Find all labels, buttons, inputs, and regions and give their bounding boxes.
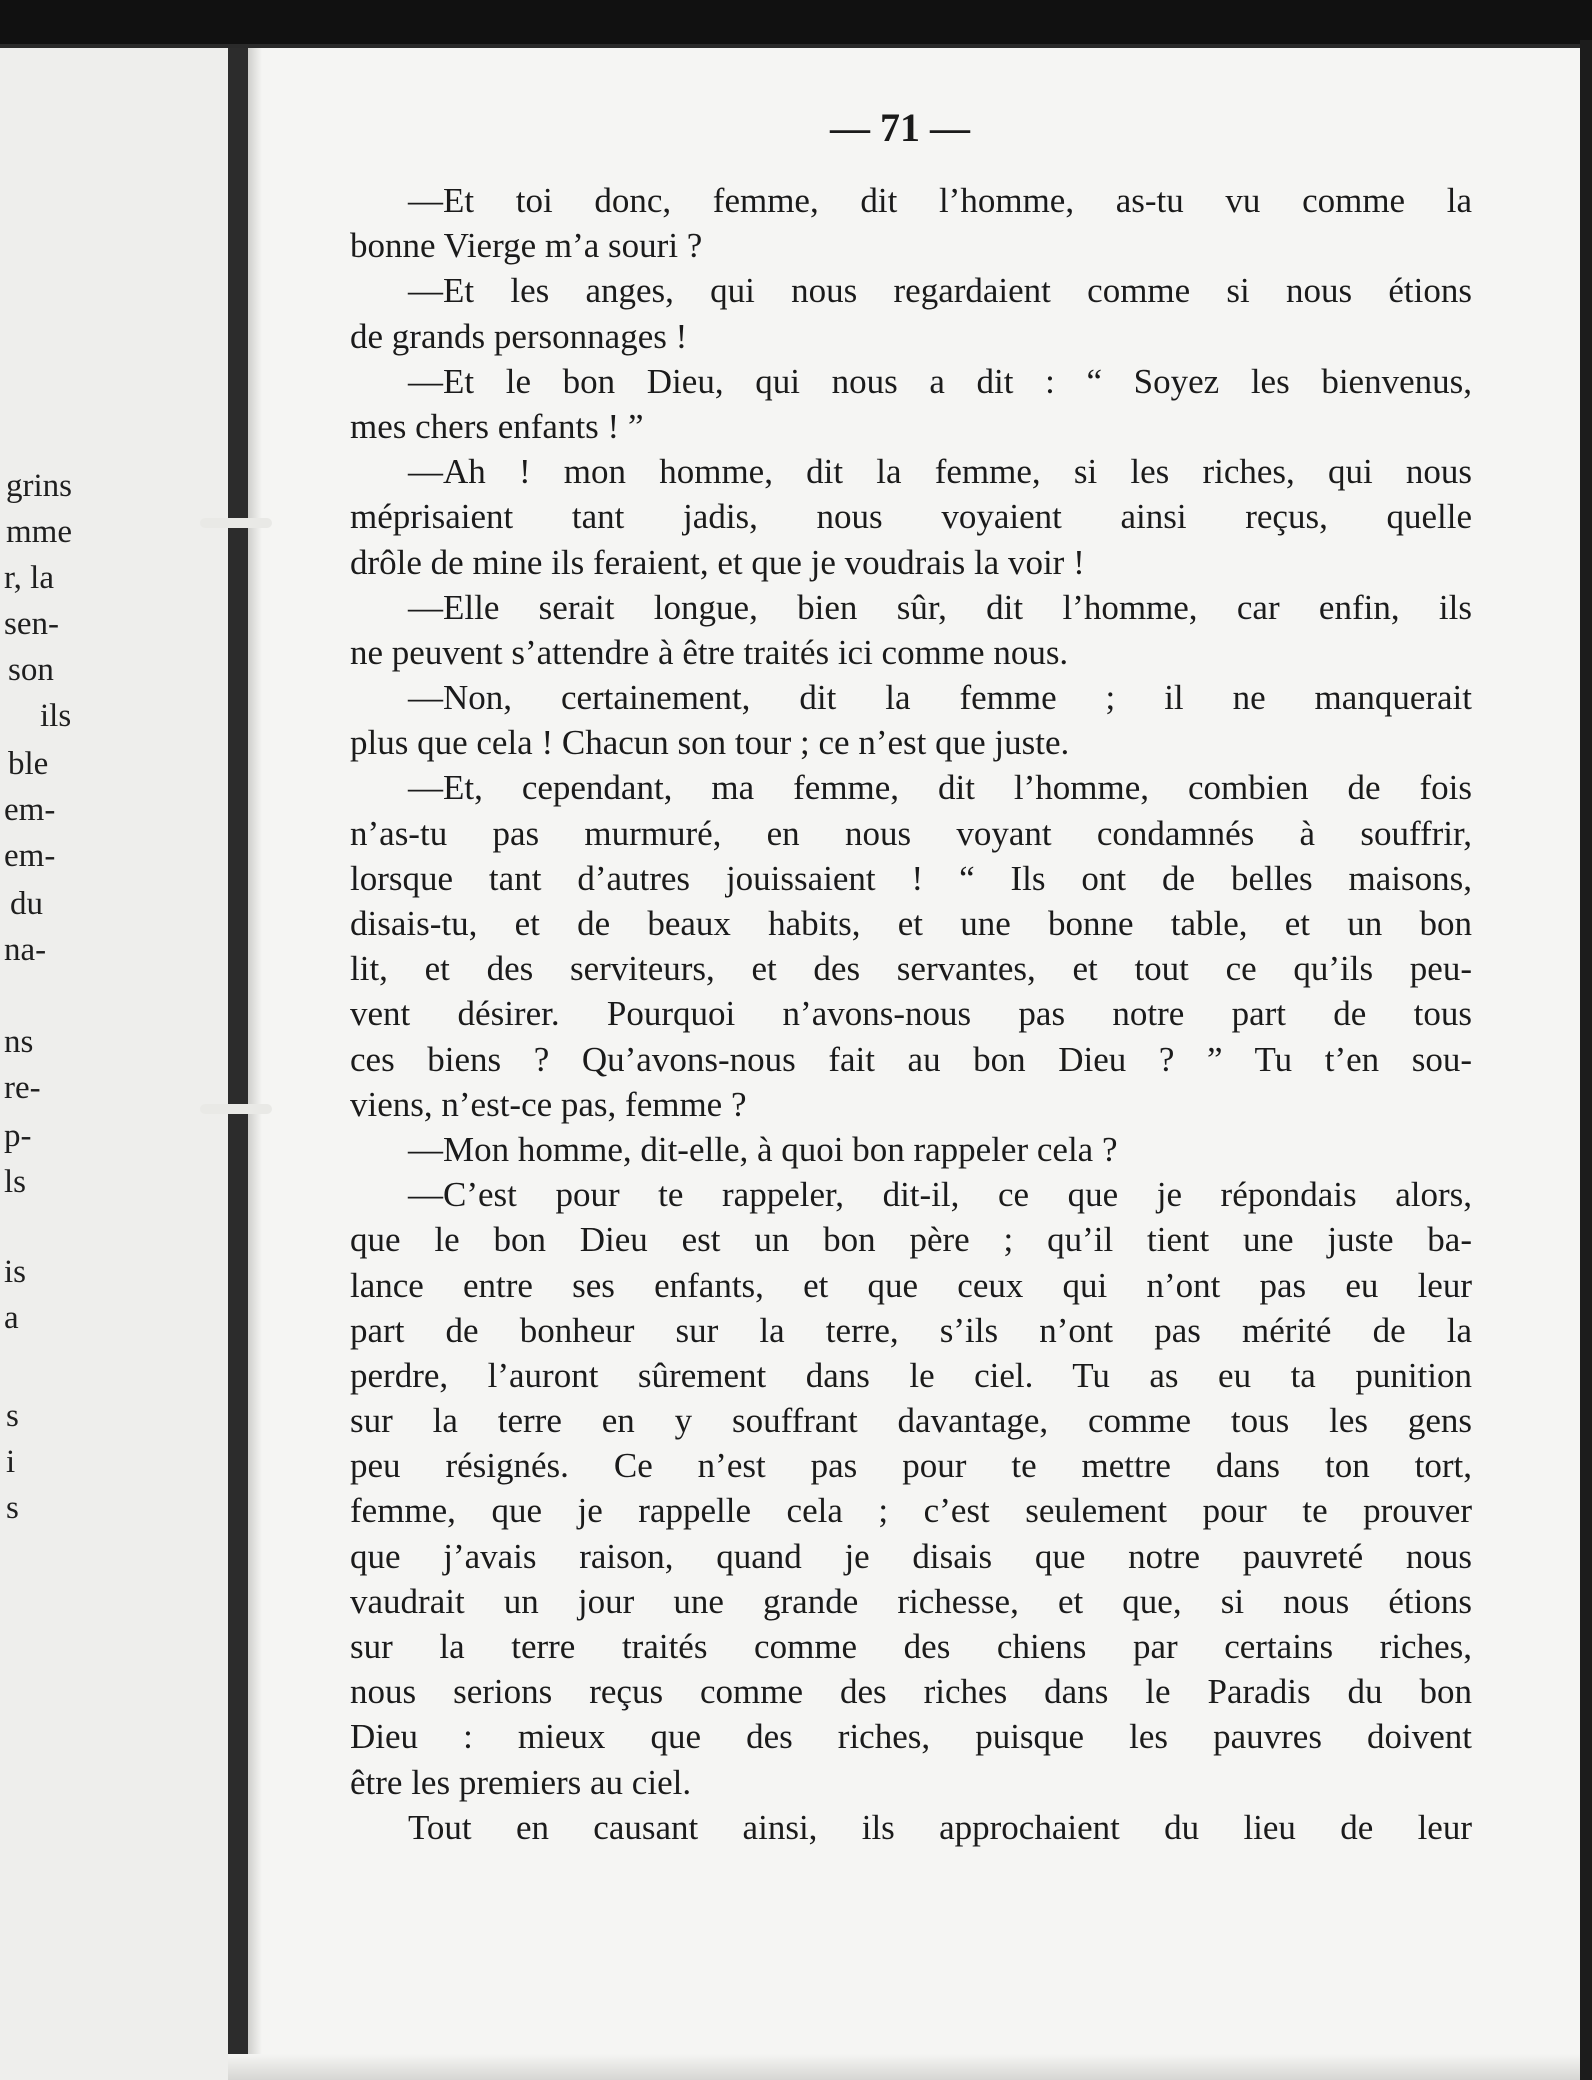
- facing-page-fragment: ls: [4, 1164, 27, 1200]
- text-line: femme, que je rappelle cela ; c’est seulement pour te prouver: [350, 1491, 1472, 1531]
- page-number: — 71 —: [830, 105, 970, 150]
- text-line: —Elle serait longue, bien sûr, dit l’homme, car enfin, ils: [408, 587, 1472, 627]
- book-spread: [0, 44, 1580, 2080]
- text-line: —Ah ! mon homme, dit la femme, si les riches, qui nous: [408, 452, 1472, 492]
- page-bottom-shadow: [228, 2054, 1580, 2080]
- text-line: être les premiers au ciel.: [350, 1762, 692, 1802]
- facing-page-fragment: mme: [6, 514, 72, 550]
- text-line: sur la terre traités comme des chiens par certains riches,: [350, 1627, 1472, 1666]
- facing-page-fragment: du: [10, 886, 43, 922]
- scan-top-border: [0, 0, 1592, 48]
- facing-page-fragment: s: [6, 1398, 19, 1434]
- facing-page-fragment: sen-: [4, 606, 59, 642]
- text-line: —Non, certainement, dit la femme ; il ne manquerait: [408, 678, 1472, 718]
- text-line: que le bon Dieu est un bon père ; qu’il tient une juste ba-: [350, 1220, 1472, 1260]
- text-line: disais-tu, et de beaux habits, et une bonne table, et un bon: [350, 904, 1472, 943]
- text-line: de grands personnages !: [350, 316, 688, 356]
- text-line: lorsque tant d’autres jouissaient ! “ Ils ont de belles maisons,: [350, 858, 1472, 898]
- body-text: [350, 178, 1472, 1850]
- text-line: Tout en causant ainsi, ils approchaient du lieu de leur: [408, 1807, 1472, 1847]
- text-line: viens, n’est-ce pas, femme ?: [350, 1084, 747, 1124]
- binding-stitch: [200, 518, 272, 528]
- text-line: n’as-tu pas murmuré, en nous voyant condamnés à souffrir,: [350, 813, 1472, 853]
- text-line: vaudrait un jour une grande richesse, et que, si nous étions: [350, 1581, 1472, 1621]
- text-line: —Mon homme, dit-elle, à quoi bon rappeler cela ?: [408, 1129, 1118, 1169]
- text-line: —C’est pour te rappeler, dit-il, ce que je répondais alors,: [408, 1175, 1472, 1215]
- facing-page-fragment: p-: [4, 1118, 32, 1154]
- text-line: bonne Vierge m’a souri ?: [350, 226, 703, 266]
- facing-page-fragment: re-: [4, 1070, 41, 1106]
- text-line: Dieu : mieux que des riches, puisque les pauvres doivent: [350, 1717, 1472, 1757]
- facing-page-fragment: em-: [4, 792, 56, 828]
- facing-page-fragment: ble: [8, 746, 49, 782]
- facing-page-fragment: ils: [40, 698, 72, 734]
- text-line: lit, et des serviteurs, et des servantes, et tout ce qu’ils peu-: [350, 949, 1472, 989]
- binding-gutter: [228, 48, 248, 2080]
- facing-page-fragment: na-: [4, 932, 47, 968]
- text-line: lance entre ses enfants, et que ceux qui n’ont pas eu leur: [350, 1265, 1472, 1305]
- facing-page-fragment: ns: [4, 1024, 34, 1060]
- scan-right-border: [1580, 40, 1592, 2080]
- text-line: méprisaient tant jadis, nous voyaient ainsi reçus, quelle: [350, 497, 1472, 537]
- facing-page-edge: [0, 48, 228, 2080]
- text-line: —Et les anges, qui nous regardaient comme si nous étions: [408, 271, 1472, 311]
- text-line: nous serions reçus comme des riches dans le Paradis du bon: [350, 1672, 1472, 1712]
- facing-page-fragment: son: [8, 652, 54, 688]
- text-line: —Et toi donc, femme, dit l’homme, as-tu vu comme la: [408, 181, 1472, 220]
- gutter-shadow: [248, 48, 262, 2080]
- text-line: ne peuvent s’attendre à être traités ici comme nous.: [350, 632, 1069, 672]
- text-line: peu résignés. Ce n’est pas pour te mettre dans ton tort,: [350, 1446, 1472, 1486]
- text-line: perdre, l’auront sûrement dans le ciel. Tu as eu ta punition: [350, 1355, 1472, 1395]
- facing-page-fragment: grins: [6, 468, 72, 504]
- text-line: que j’avais raison, quand je disais que notre pauvreté nous: [350, 1536, 1472, 1576]
- facing-page-fragment: em-: [4, 838, 56, 874]
- facing-page-fragment: s: [6, 1490, 19, 1526]
- facing-page-fragment: r, la: [4, 560, 54, 596]
- facing-page-fragment: i: [6, 1444, 16, 1480]
- text-line: sur la terre en y souffrant davantage, comme tous les gens: [350, 1401, 1472, 1441]
- text-line: ces biens ? Qu’avons-nous fait au bon Dieu ? ” Tu t’en sou-: [350, 1039, 1472, 1079]
- text-line: drôle de mine ils feraient, et que je voudrais la voir !: [350, 542, 1085, 582]
- text-line: plus que cela ! Chacun son tour ; ce n’est que juste.: [350, 723, 1070, 763]
- text-line: mes chers enfants ! ”: [350, 406, 644, 446]
- text-line: —Et le bon Dieu, qui nous a dit : “ Soyez les bienvenus,: [408, 361, 1472, 401]
- binding-stitch: [200, 1104, 272, 1114]
- facing-page-fragment: is: [4, 1254, 27, 1290]
- text-line: —Et, cependant, ma femme, dit l’homme, combien de fois: [408, 768, 1472, 808]
- facing-page-fragment: a: [4, 1300, 19, 1336]
- text-line: vent désirer. Pourquoi n’avons-nous pas notre part de tous: [350, 994, 1472, 1034]
- text-line: part de bonheur sur la terre, s’ils n’ont pas mérité de la: [350, 1310, 1472, 1350]
